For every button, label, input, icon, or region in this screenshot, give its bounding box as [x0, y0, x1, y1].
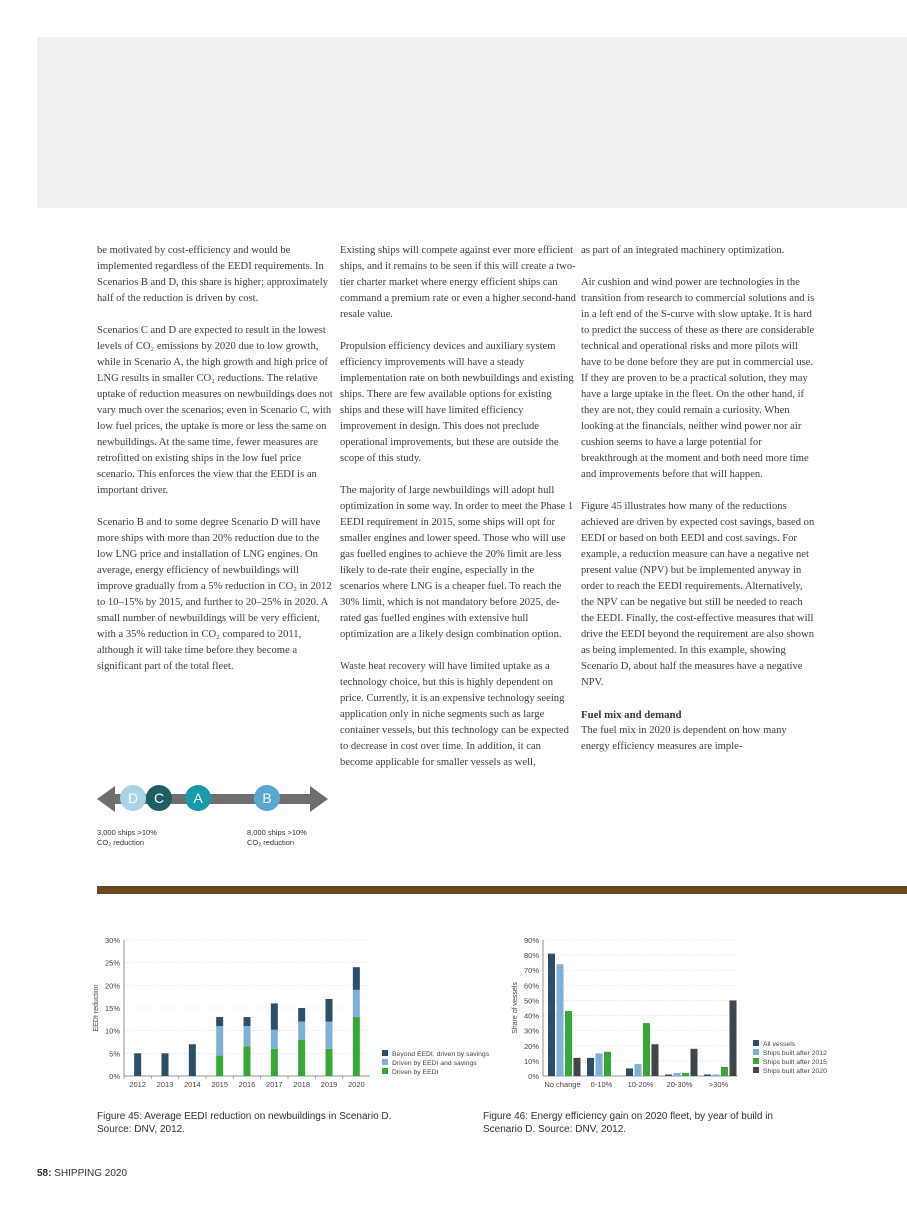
- bar: [704, 1074, 711, 1076]
- legend-swatch: [753, 1058, 759, 1064]
- x-tick-label: 2017: [265, 1080, 283, 1089]
- bar-segment: [298, 1022, 305, 1040]
- arrow-caption-left: [97, 828, 157, 848]
- figure-45-caption: [97, 1110, 391, 1136]
- bar-segment: [189, 1044, 196, 1076]
- label-a: A: [193, 790, 203, 806]
- x-tick-label: 2019: [320, 1080, 338, 1089]
- x-tick-label: 2015: [211, 1080, 229, 1089]
- x-tick-label: >30%: [708, 1080, 729, 1089]
- section-heading: Fuel mix and demand: [581, 709, 682, 721]
- bar-segment: [271, 1003, 278, 1029]
- y-tick-label: 80%: [523, 951, 539, 961]
- scenario-arrow-graphic: [95, 783, 330, 853]
- bar-segment: [271, 1030, 278, 1049]
- caption-line: Scenario D. Source: DNV, 2012.: [483, 1124, 627, 1135]
- y-tick-label: 10%: [523, 1056, 539, 1066]
- label-c: C: [153, 790, 165, 806]
- bar: [587, 1058, 594, 1076]
- paragraph: Waste heat recovery will have limited uptake as a technology choice, but this is highly dependent on price. Currently, it is an expensive technology seeing application only in niche segments such as large container vessels, but this technology can be expected to decrease in cost over time. In addition, it can become applicable for smaller vessels as well,: [340, 661, 569, 768]
- bar-segment: [216, 1056, 223, 1076]
- legend-label: Beyond EEDI, driven by savings: [392, 1051, 490, 1058]
- x-tick-label: 10-20%: [627, 1080, 654, 1089]
- legend-label: Ships built after 2020: [763, 1068, 827, 1075]
- header-band: [37, 37, 907, 208]
- y-tick-label: 40%: [523, 1011, 539, 1021]
- x-tick-label: 2020: [347, 1080, 365, 1089]
- bar-segment: [271, 1049, 278, 1076]
- paragraph: Figure 45 illustrates how many of the reductions achieved are driven by expected cost savings, based on EEDI or based on both EEDI and cost savings. For example, a reduction measure can have a negative net present value (NPV) but be implemented anyway in order to reach the EEDI requirements. Alternatively, the NPV can be negative but still be needed to reach the EEDI. Finally, the cost-effective measures that will drive the EEDI beyond the requirement are also shown as being implemented. In this example, showing Scenario D, about half the measures have a negative NPV.: [581, 501, 815, 688]
- y-tick-label: 90%: [523, 936, 539, 945]
- paragraph: Existing ships will compete against ever more efficient ships, and it remains to be seen if this will create a two-tier charter market where energy efficient ships can command a premium rate or even a higher second-hand resale value.: [340, 245, 576, 320]
- y-tick-label: 60%: [523, 981, 539, 991]
- figure-46-caption: [483, 1110, 773, 1136]
- bar-segment: [353, 1017, 360, 1076]
- y-tick-label: 30%: [523, 1026, 539, 1036]
- chart-efficiency-gain: [505, 930, 905, 1095]
- bar: [626, 1068, 633, 1076]
- legend-label: Driven by EEDI: [392, 1069, 439, 1076]
- bar: [548, 954, 555, 1076]
- bar: [721, 1067, 728, 1076]
- bar-segment: [216, 1026, 223, 1055]
- bar-segment: [216, 1017, 223, 1026]
- x-tick-label: 0-10%: [590, 1080, 613, 1089]
- bar: [596, 1053, 603, 1076]
- x-tick-label: No change: [544, 1080, 581, 1089]
- paragraph: The fuel mix in 2020 is dependent on how many energy efficiency measures are imple-: [581, 725, 787, 752]
- page-footer: [37, 1168, 127, 1179]
- label-d: D: [127, 790, 139, 806]
- caption-line: 8,000 ships >10%: [247, 828, 307, 837]
- publication-title: SHIPPING 2020: [54, 1168, 128, 1179]
- y-tick-label: 0%: [109, 1072, 120, 1081]
- x-tick-label: 2012: [129, 1080, 147, 1089]
- paragraph: be motivated by cost-efficiency and would be implemented regardless of the EEDI requirements. In Scenarios B and D, this share is higher; approximately half of the reduction is driven by cost.: [97, 245, 328, 304]
- y-tick-label: 20%: [523, 1041, 539, 1051]
- bar: [565, 1011, 572, 1076]
- bar: [557, 964, 564, 1076]
- bar-segment: [298, 1008, 305, 1022]
- legend-label: Ships built after 2015: [763, 1059, 827, 1066]
- legend-swatch: [753, 1067, 759, 1073]
- bar: [635, 1064, 642, 1076]
- bar-segment: [244, 1017, 251, 1026]
- bar: [682, 1073, 689, 1076]
- page-number: 58:: [37, 1168, 52, 1179]
- y-tick-label: 30%: [104, 936, 120, 945]
- paragraph: as part of an integrated machinery optimization.: [581, 245, 785, 256]
- paragraph: Scenario B and to some degree Scenario D will have more ships with more than 20% reduction due to the low LNG price and installation of LNG engines. On average, energy efficiency of newbuildings will improve gradually from a 5% reduction in CO₂ in 2012 to 10–15% by 2015, and further to 20–25% in 2020. A small number of newbuildings will be very efficient, with a 35% reduction in CO₂ compared to 2011, although it will take time before they become a significant part of the total fleet.: [97, 517, 332, 672]
- bar-segment: [298, 1040, 305, 1076]
- y-tick-label: 10%: [104, 1026, 120, 1036]
- legend-label: Ships built after 2012: [763, 1050, 827, 1057]
- y-tick-label: 15%: [104, 1004, 120, 1013]
- bar-segment: [134, 1053, 141, 1076]
- bar-segment: [326, 1022, 333, 1049]
- x-tick-label: 2014: [183, 1080, 201, 1089]
- bar-segment: [162, 1053, 169, 1076]
- legend-label: Driven by EEDI and savings: [392, 1060, 477, 1067]
- y-axis-label: Share of vessels: [512, 982, 519, 1034]
- scenario-arrow: [95, 783, 330, 823]
- caption-line: CO₂ reduction: [247, 838, 295, 847]
- y-tick-label: 5%: [109, 1049, 120, 1059]
- y-tick-label: 70%: [523, 966, 539, 976]
- x-tick-label: 2016: [238, 1080, 256, 1089]
- bar: [691, 1049, 698, 1076]
- caption-line: CO₂ reduction: [97, 838, 145, 847]
- legend-swatch: [382, 1050, 388, 1056]
- section-divider: [97, 886, 907, 894]
- bar-segment: [353, 967, 360, 990]
- legend-swatch: [382, 1059, 388, 1065]
- legend-label: All vessels: [763, 1041, 796, 1048]
- text-column-3: [581, 243, 817, 771]
- caption-line: 3,000 ships >10%: [97, 828, 157, 837]
- bar: [604, 1052, 611, 1076]
- x-tick-label: 2018: [293, 1080, 311, 1089]
- bar-segment: [353, 990, 360, 1017]
- y-tick-label: 50%: [523, 996, 539, 1006]
- y-tick-label: 20%: [104, 981, 120, 991]
- bar: [574, 1058, 581, 1076]
- legend-swatch: [753, 1040, 759, 1046]
- caption-line: Source: DNV, 2012.: [97, 1124, 186, 1135]
- bar: [674, 1073, 681, 1076]
- x-tick-label: 20-30%: [666, 1080, 693, 1089]
- paragraph: Propulsion efficiency devices and auxiliary system efficiency improvements will have a steady implementation rate on both newbuildings and existing ships. There are few available options for existing ships and these will have limited efficiency improvement in design. This does not preclude operational improvements, but these are outside the scope of this study.: [340, 341, 574, 464]
- arrow-caption-right: [247, 828, 307, 848]
- caption-line: Figure 45: Average EEDI reduction on newbuildings in Scenario D.: [97, 1111, 392, 1122]
- text-column-1: [97, 243, 333, 691]
- bar: [665, 1074, 672, 1076]
- y-tick-label: 25%: [104, 958, 120, 968]
- legend-swatch: [382, 1068, 388, 1074]
- bar: [652, 1044, 659, 1076]
- caption-line: Figure 46: Energy efficiency gain on 2020 fleet, by year of build in: [483, 1111, 773, 1122]
- bar-segment: [244, 1026, 251, 1046]
- x-tick-label: 2013: [156, 1080, 174, 1089]
- paragraph: The majority of large newbuildings will adopt hull optimization in some way. In order to meet the Phase 1 EEDI requirement in 2015, some ships will opt for smaller engines and lower speed. Those who will use gas fuelled engines to achieve the 20% limit are less likely to de-rate their engine, especially in the scenarios where LNG is a cheaper fuel. To reach the 30% limit, which is not mandatory before 2025, de-rated gas fuelled engines with extensive hull optimization are a likely design combination option.: [340, 485, 574, 640]
- bar: [643, 1023, 650, 1076]
- bar-segment: [326, 999, 333, 1022]
- bar: [713, 1074, 720, 1076]
- paragraph: Scenarios C and D are expected to result in the lowest levels of CO₂ emissions by 2020 due to low growth, while in Scenario A, the high growth and high price of LNG results in smaller CO₂ reductions. The relative uptake of reduction measures on newbuildings does not vary much over the scenarios; even in Scenario C, with low fuel prices, the uptake is more or less the same on newbuildings. At the same time, fewer measures are retrofitted on existing ships in the low fuel price scenario. This enforces the view that the EEDI is an important driver.: [97, 325, 333, 496]
- bar-segment: [244, 1047, 251, 1076]
- y-tick-label: 0%: [528, 1072, 539, 1081]
- bar: [730, 1000, 737, 1076]
- label-b: B: [262, 790, 272, 806]
- paragraph: Air cushion and wind power are technologies in the transition from research to commercial solutions and is in a left end of the S-curve with slow uptake. It is hard to predict the success of these as there are considerable technical and operational risks and more pilots will have to be done before they are put in commercial use. If they are proven to be a practical solution, they may have a large uptake in the fleet. On the other hand, if they are not, they could remain a curiosity. When looking at the financials, neither wind power nor air cushion seems to have a large potential for breakthrough at the moment and both need more time and improvements before that will happen.: [581, 277, 815, 480]
- chart-eedi-reduction: [88, 930, 508, 1095]
- text-column-2: [340, 243, 576, 787]
- bar-segment: [326, 1049, 333, 1076]
- legend-swatch: [753, 1049, 759, 1055]
- y-axis-label: EEDI reduction: [93, 984, 100, 1032]
